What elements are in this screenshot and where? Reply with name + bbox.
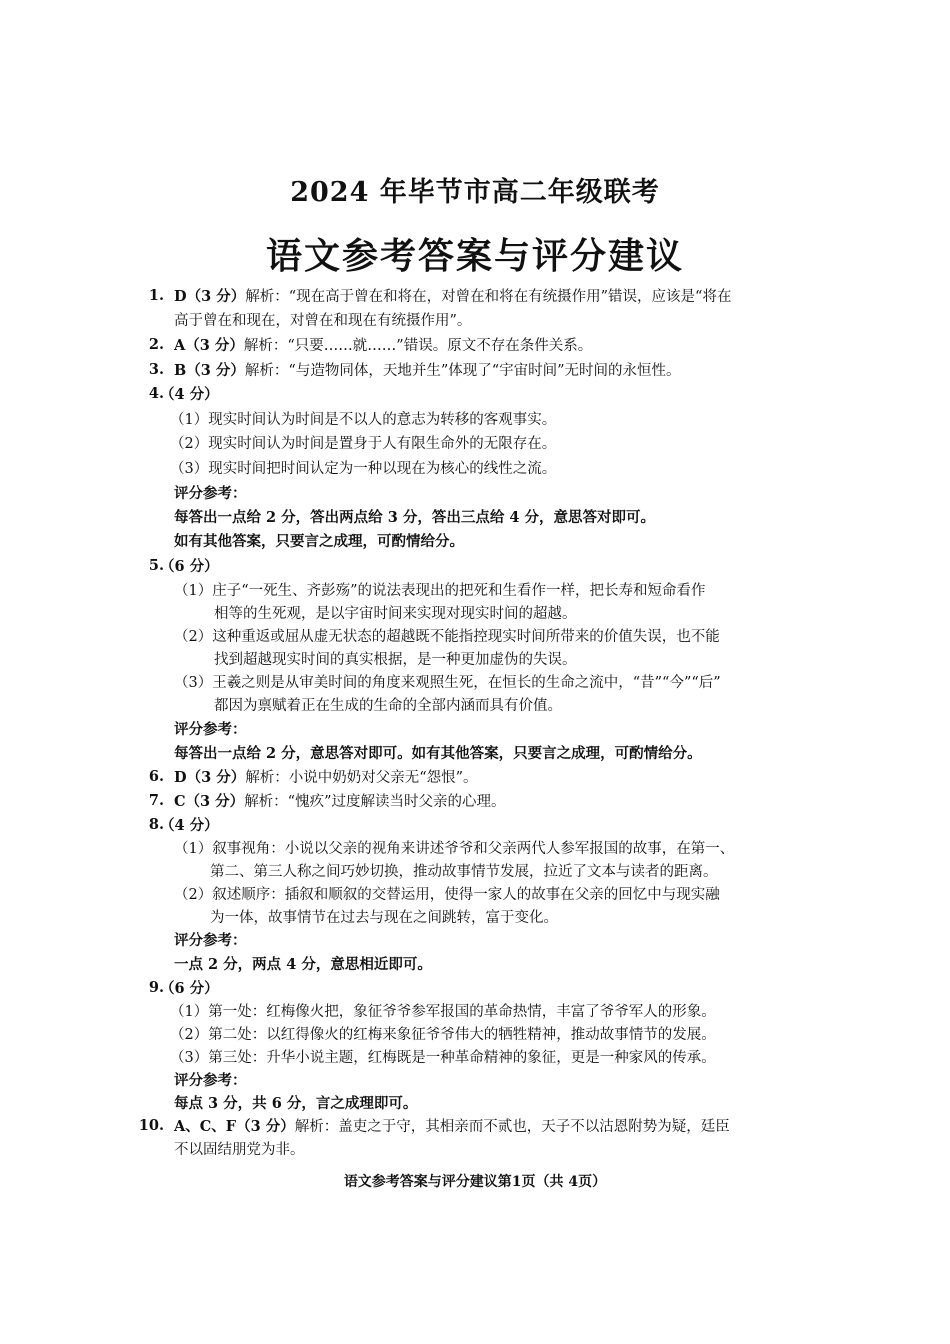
question-number: 1. — [148, 287, 164, 304]
answer-point: （2）叙述顺序：插叙和顺叙的交替运用，使得一家人的故事在父亲的回忆中与现实融 — [174, 887, 720, 903]
answer-key: A（3 分） — [174, 337, 244, 354]
answer-point: （2）第二处：以红得像火的红梅来象征爷爷伟大的牺牲精神，推动故事情节的发展。 — [170, 1027, 716, 1043]
scoring-label: 评分参考： — [174, 932, 247, 949]
answer-line — [174, 287, 731, 307]
answer-point: （2）现实时间认为时间是置身于人有限生命外的无限存在。 — [170, 436, 557, 452]
answer-key: C（3 分） — [174, 793, 245, 810]
scoring-label: 评分参考： — [174, 485, 247, 502]
answer-point: （3）现实时间把时间认定为一种以现在为核心的线性之流。 — [170, 461, 557, 477]
answer-text: 解析：盖吏之于守，其相亲而不贰也，天子不以沽恩附势为疑，廷臣 — [294, 1119, 730, 1135]
answer-point: （3）王羲之则是从审美时间的角度来观照生死，在恒长的生命之流中，“昔”“今”“后” — [174, 675, 721, 691]
scoring-rule: 每答出一点给 2 分，答出两点给 3 分，答出三点给 4 分，意思答对即可。 — [174, 509, 656, 526]
answer-key: A、C、F（3 分） — [174, 1118, 295, 1135]
answer-point: （1）叙事视角：小说以父亲的视角来讲述爷爷和父亲两代人参军报国的故事，在第一、 — [174, 841, 735, 857]
answer-key: （4 分） — [160, 817, 219, 834]
question-number: 5. — [148, 557, 164, 574]
answer-line: 高于曾在和现在，对曾在和现在有统摄作用”。 — [174, 313, 472, 329]
answer-line — [174, 1117, 730, 1137]
answer-point: （1）庄子“一死生、齐彭殇”的说法表现出的把死和生看作一样，把长寿和短命看作 — [174, 583, 706, 599]
answer-key: （6 分） — [160, 558, 219, 575]
answer-line: 不以固结朋党为非。 — [174, 1142, 305, 1158]
answer-text: 解析：“现在高于曾在和将在，对曾在和将在有统摄作用”错误，应该是“将在 — [245, 289, 732, 305]
answer-point: （2）这种重返或屈从虚无状态的超越既不能指控现实时间所带来的价值失误，也不能 — [174, 629, 720, 645]
scoring-label: 评分参考： — [174, 1072, 247, 1089]
document-title: 语文参考答案与评分建议 — [265, 235, 684, 277]
question-number: 4. — [148, 385, 164, 402]
scoring-rule: 每答出一点给 2 分，意思答对即可。如有其他答案，只要言之成理，可酌情给分。 — [174, 745, 702, 762]
answer-line — [174, 792, 506, 812]
answer-key: （4 分） — [160, 386, 219, 403]
answer-line — [174, 336, 592, 356]
answer-key: （6 分） — [160, 980, 219, 997]
scoring-rule: 每点 3 分，共 6 分，言之成理即可。 — [174, 1095, 418, 1112]
answer-point: （3）第三处：升华小说主题，红梅既是一种革命精神的象征，更是一种家风的传承。 — [170, 1050, 716, 1066]
answer-key: D（3 分） — [174, 288, 246, 305]
scoring-rule: 一点 2 分，两点 4 分，意思相近即可。 — [174, 956, 432, 973]
answer-text: 解析：“与造物同体，天地并生”体现了“宇宙时间”无时间的永恒性。 — [244, 363, 681, 379]
answer-key: B（3 分） — [174, 362, 245, 379]
question-number: 10. — [138, 1117, 164, 1134]
answer-point-cont: 为一体，故事情节在过去与现在之间跳转，富于变化。 — [210, 910, 558, 926]
exam-title: 2024 年毕节市高二年级联考 — [290, 177, 660, 208]
scoring-label: 评分参考： — [174, 721, 247, 738]
answer-text: 解析：“只要……就……”错误。原文不存在条件关系。 — [243, 338, 593, 354]
answer-point: （1）现实时间认为时间是不以人的意志为转移的客观事实。 — [170, 412, 557, 428]
answer-line — [174, 361, 681, 381]
question-number: 8. — [148, 816, 164, 833]
answer-point-cont: 第二、第三人称之间巧妙切换，推动故事情节发展，拉近了文本与读者的距离。 — [210, 864, 718, 880]
question-number: 3. — [148, 361, 164, 378]
answer-key: D（3 分） — [174, 769, 246, 786]
question-number: 2. — [148, 336, 164, 353]
answer-point: （1）第一处：红梅像火把，象征爷爷参军报国的革命热情，丰富了爷爷军人的形象。 — [170, 1004, 716, 1020]
answer-line — [174, 768, 478, 788]
question-number: 7. — [148, 792, 164, 809]
scoring-rule: 如有其他答案，只要言之成理，可酌情给分。 — [174, 533, 464, 550]
question-number: 9. — [148, 979, 164, 996]
answer-text: 解析：小说中奶奶对父亲无“怨恨”。 — [245, 770, 478, 786]
page-footer: 语文参考答案与评分建议第1页（共 4页） — [343, 1174, 607, 1190]
answer-point-cont: 都因为禀赋着正在生成的生命的全部内涵而具有价值。 — [214, 698, 562, 714]
answer-text: 解析：“愧疚”过度解读当时父亲的心理。 — [244, 794, 506, 810]
question-number: 6. — [148, 768, 164, 785]
answer-point-cont: 相等的生死观，是以宇宙时间来实现对现实时间的超越。 — [214, 606, 577, 622]
answer-point-cont: 找到超越现实时间的真实根据，是一种更加虚伪的失误。 — [214, 652, 577, 668]
